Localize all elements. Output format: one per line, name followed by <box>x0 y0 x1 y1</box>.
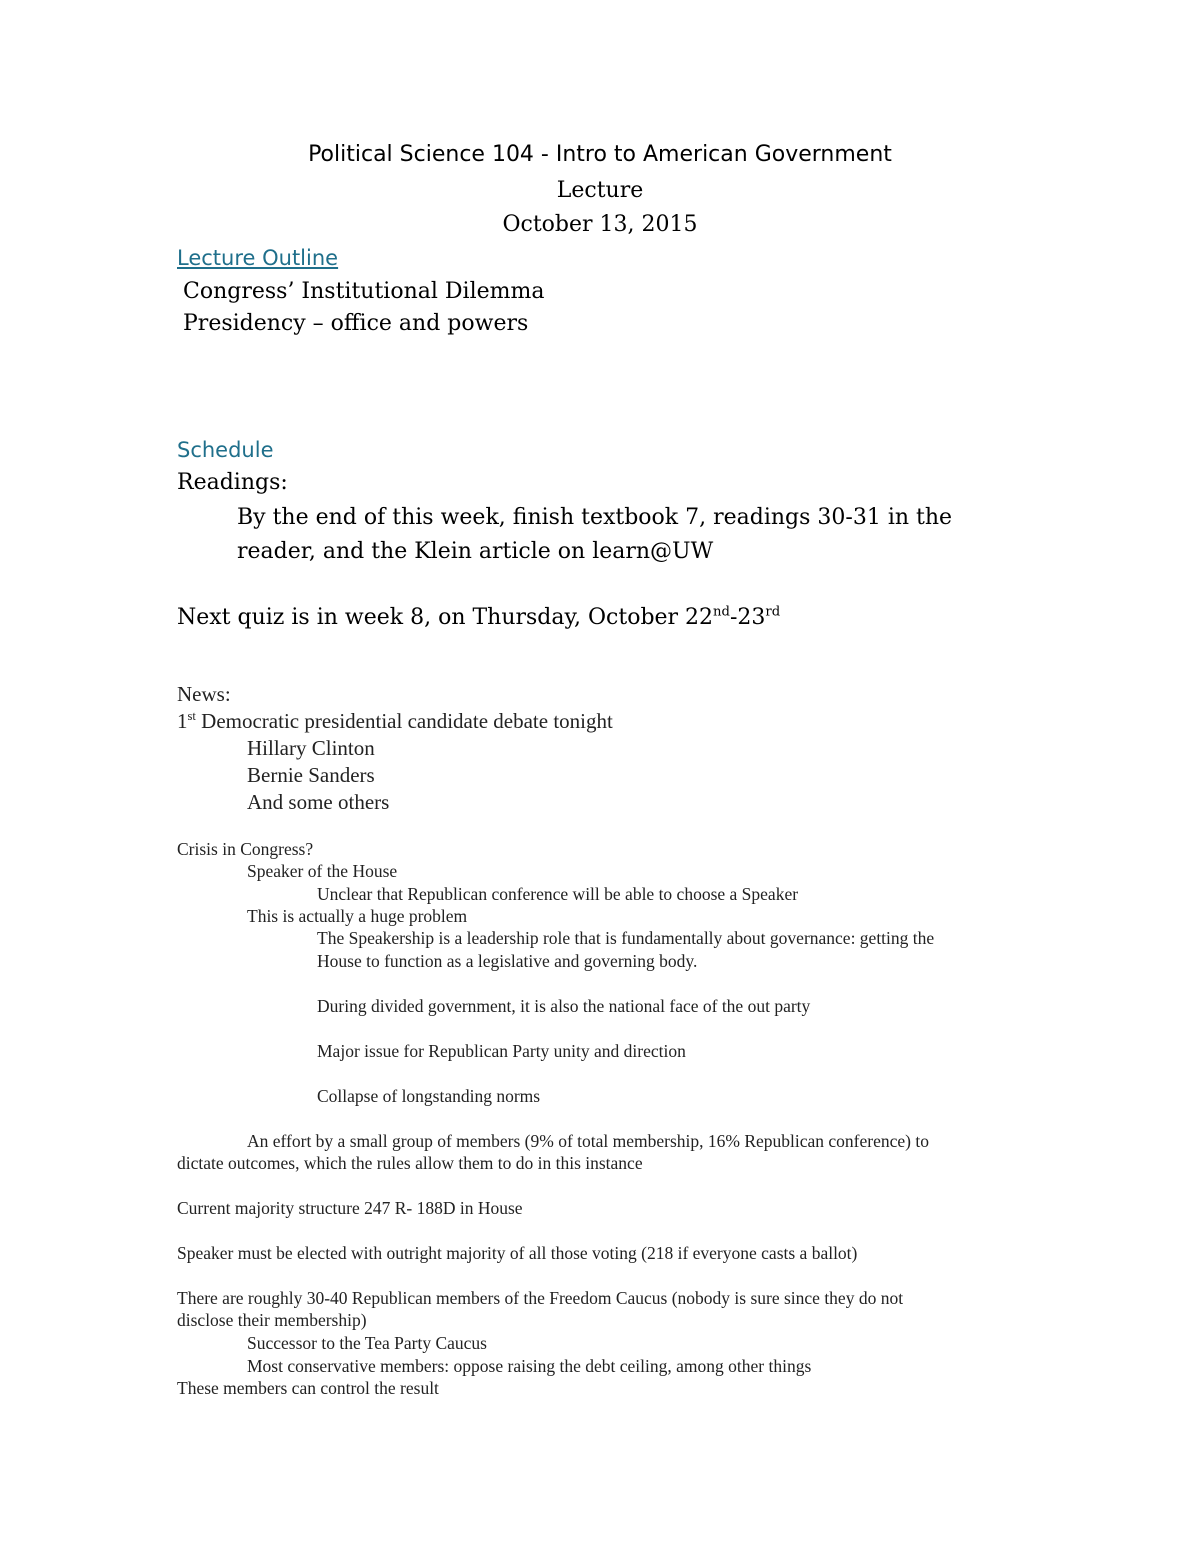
crisis-conservative: Most conservative members: oppose raising the debt ceiling, among other things <box>247 1356 812 1376</box>
quiz-sup-nd: nd <box>713 604 730 620</box>
candidate-clinton: Hillary Clinton <box>247 736 375 760</box>
crisis-collapse: Collapse of longstanding norms <box>317 1086 541 1106</box>
news-label: News: <box>177 682 231 706</box>
readings-label: Readings: <box>177 470 288 495</box>
readings-line-2: reader, and the Klein article on learn@UW <box>237 539 714 564</box>
crisis-speaker: Speaker of the House <box>247 861 398 881</box>
quiz-notice <box>177 605 780 630</box>
quiz-mid: -23 <box>729 605 766 630</box>
crisis-huge: This is actually a huge problem <box>247 906 468 926</box>
crisis-speakership-2: House to function as a legislative and governing body. <box>317 951 698 971</box>
readings-line-1: By the end of this week, finish textbook 7, readings 30-31 in the <box>237 505 953 530</box>
crisis-control: These members can control the result <box>177 1378 439 1398</box>
debate-sup: st <box>187 709 196 723</box>
crisis-freedom-1: There are roughly 30-40 Republican members of the Freedom Caucus (nobody is sure since they do not <box>177 1288 904 1308</box>
crisis-successor: Successor to the Tea Party Caucus <box>247 1333 487 1353</box>
crisis-major: Major issue for Republican Party unity and direction <box>317 1041 686 1061</box>
outline-heading: Lecture Outline <box>177 246 339 270</box>
crisis-majority: Current majority structure 247 R- 188D in House <box>177 1198 523 1218</box>
crisis-effort-2: dictate outcomes, which the rules allow them to do in this instance <box>177 1153 643 1173</box>
crisis-divided: During divided government, it is also the national face of the out party <box>317 996 811 1016</box>
quiz-sup-rd: rd <box>765 604 781 620</box>
debate-num: 1 <box>177 709 188 733</box>
quiz-text: Next quiz is in week 8, on Thursday, October 22 <box>177 605 714 630</box>
schedule-heading: Schedule <box>177 438 274 462</box>
outline-item-presidency: Presidency – office and powers <box>183 311 529 336</box>
crisis-heading: Crisis in Congress? <box>177 839 314 859</box>
course-title: Political Science 104 - Intro to American Government <box>308 142 892 167</box>
candidate-sanders: Bernie Sanders <box>247 763 375 787</box>
lecture-label: Lecture <box>556 178 644 203</box>
outline-item-congress: Congress’ Institutional Dilemma <box>183 279 545 304</box>
lecture-date: October 13, 2015 <box>502 212 698 237</box>
candidate-others: And some others <box>247 790 390 814</box>
crisis-freedom-2: disclose their membership) <box>177 1310 367 1330</box>
crisis-effort-1: An effort by a small group of members (9% of total membership, 16% Republican conference) to <box>247 1131 929 1151</box>
crisis-speakership-1: The Speakership is a leadership role that is fundamentally about governance: getting the <box>317 928 935 948</box>
debate-line <box>177 709 613 734</box>
debate-text: Democratic presidential candidate debate tonight <box>195 709 613 733</box>
crisis-unclear: Unclear that Republican conference will be able to choose a Speaker <box>317 884 799 904</box>
crisis-elected: Speaker must be elected with outright majority of all those voting (218 if everyone casts a ballot) <box>177 1243 858 1263</box>
